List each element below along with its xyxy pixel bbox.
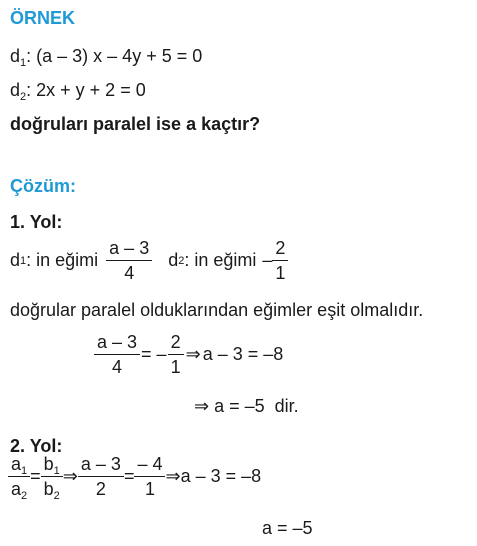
m2-f2-denominator: $b_2$ bbox=[43, 479, 60, 502]
equation-step1 bbox=[94, 332, 283, 377]
m2-result2: a = –5 bbox=[262, 518, 313, 538]
m2-equals-a: = bbox=[30, 466, 41, 486]
d2-eq: : 2x + y + 2 = 0 bbox=[26, 80, 146, 100]
fraction-bar bbox=[272, 260, 288, 261]
fraction-bar bbox=[78, 476, 124, 477]
slope1-var: d bbox=[10, 250, 21, 270]
d1-eq: : (a – 3) x – 4y + 5 = 0 bbox=[26, 46, 203, 66]
m2-f3-fraction bbox=[78, 454, 124, 499]
eq1-result: a – 3 = –8 bbox=[202, 344, 284, 364]
m2-f2-numerator: $b_1$ bbox=[43, 454, 60, 477]
m2-f1-numerator: $a_1$ bbox=[11, 454, 28, 477]
fraction-bar bbox=[168, 354, 184, 355]
m2-equals-b: = bbox=[123, 466, 135, 486]
m2-f2-fraction bbox=[41, 454, 63, 502]
eq1-rhs-numerator: 2 bbox=[170, 332, 181, 352]
method2-title: 2. Yol: bbox=[10, 436, 63, 456]
d2-var: d bbox=[10, 80, 21, 100]
slope1-numerator: a – 3 bbox=[109, 238, 150, 258]
implies-arrow: ⇒ bbox=[165, 466, 181, 486]
m2-f4-denominator: 1 bbox=[144, 479, 155, 499]
m2-f3-denominator: 2 bbox=[95, 479, 106, 499]
method2-equation bbox=[8, 454, 262, 502]
m2-f4-fraction bbox=[134, 454, 165, 499]
question-text: doğruları paralel ise a kaçtır? bbox=[10, 114, 261, 134]
equation-d2 bbox=[10, 80, 146, 101]
equation-d1 bbox=[10, 46, 202, 67]
equation-step2 bbox=[194, 396, 299, 417]
slope1-fraction bbox=[106, 238, 152, 283]
eq1-equals: = – bbox=[141, 344, 167, 364]
m2-result1: a – 3 = –8 bbox=[180, 466, 262, 486]
eq1-rhs-denominator: 1 bbox=[170, 357, 181, 377]
fraction-bar bbox=[134, 476, 165, 477]
eq1-lhs-numerator: a – 3 bbox=[97, 332, 138, 352]
slope1-text: : in eğimi bbox=[26, 250, 99, 270]
slope2-denominator: 1 bbox=[275, 263, 286, 283]
eq1-lhs-fraction bbox=[94, 332, 140, 377]
eq2-result: a = –5 dir. bbox=[214, 396, 299, 416]
m2-f3-numerator: a – 3 bbox=[80, 454, 121, 474]
m2-f4-numerator: – 4 bbox=[137, 454, 163, 474]
eq1-rhs-fraction bbox=[168, 332, 184, 377]
eq1-lhs-denominator: 4 bbox=[112, 357, 123, 377]
d2-sub: 2 bbox=[20, 91, 27, 103]
method1-title: 1. Yol: bbox=[10, 212, 63, 232]
slope2-text: : in eğimi bbox=[184, 250, 257, 270]
d1-var: d bbox=[10, 46, 21, 66]
implies-arrow: ⇒ bbox=[62, 466, 78, 486]
slope2-numerator: 2 bbox=[275, 238, 286, 258]
m2-f1-denominator: $a_2$ bbox=[11, 479, 28, 502]
slopes-line: d 1 : in eğimi $\frac{a - 3}{4}$ d 2 : in eğimi – $\frac{2}{1}$ bbox=[10, 238, 288, 283]
example-heading: ÖRNEK bbox=[10, 8, 76, 28]
implies-arrow: ⇒ bbox=[194, 396, 210, 416]
slope2-sign: – bbox=[262, 250, 273, 270]
implies-arrow: ⇒ bbox=[185, 344, 201, 364]
fraction-bar bbox=[94, 354, 140, 355]
slope1-denominator: 4 bbox=[124, 263, 135, 283]
d1-sub: 1 bbox=[20, 57, 27, 69]
slope2-var: d bbox=[168, 250, 179, 270]
m2-f1-fraction bbox=[8, 454, 30, 502]
fraction-bar bbox=[106, 260, 152, 261]
slope2-fraction bbox=[272, 238, 288, 283]
solution-heading: Çözüm: bbox=[10, 176, 76, 196]
parallel-statement: doğrular paralel olduklarından eğimler eşit olmalıdır. bbox=[10, 300, 424, 320]
